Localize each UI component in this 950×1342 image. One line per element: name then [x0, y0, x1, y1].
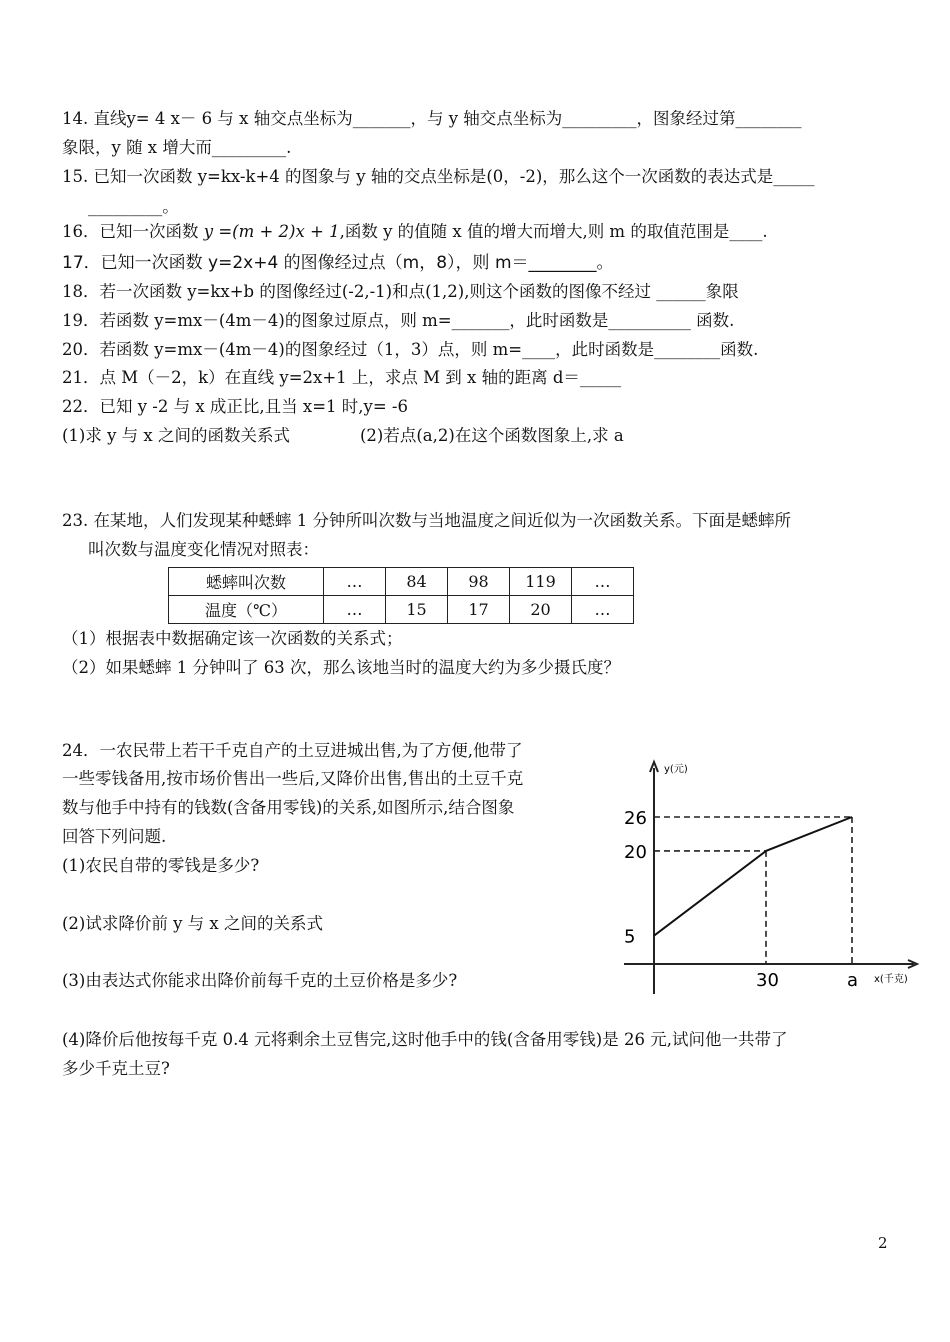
- page-number: 2: [878, 1234, 888, 1252]
- q23-part2: （2）如果蟋蟀 1 分钟叫了 63 次，那么该地当时的温度大约为多少摄氏度？: [62, 658, 620, 677]
- q24-line3: 数与他手中持有的钱数(含备用零钱)的关系,如图所示,结合图象: [62, 798, 515, 817]
- y-axis-label: y(元): [664, 764, 688, 775]
- table-cell: 17: [448, 596, 510, 624]
- q16-pre: 16．已知一次函数: [62, 222, 204, 241]
- q22: 22．已知 y -2 与 x 成正比,且当 x=1 时,y= -6: [62, 397, 408, 416]
- q23-line2: 叫次数与温度变化情况对照表：: [88, 540, 319, 559]
- y-tick-label: 5: [624, 926, 636, 948]
- q16-formula: y =(m + 2)x + 1: [203, 222, 340, 241]
- table-cell: 15: [386, 596, 448, 624]
- q24-part1: (1)农民自带的零钱是多少?: [62, 856, 260, 875]
- q24-part4-line1: (4)降价后他按每千克 0.4 元将剩余土豆售完,这时他手中的钱(含备用零钱)是 26 元,试问他一共带了: [62, 1030, 788, 1049]
- series-line: [654, 817, 852, 936]
- q23-part1: （1）根据表中数据确定该一次函数的关系式；: [62, 629, 403, 648]
- table-cell: 119: [510, 568, 572, 596]
- x-tick-label: a: [847, 970, 859, 991]
- q24-line4: 回答下列问题.: [62, 827, 167, 846]
- table-cell: 蟋蟀叫次数: [169, 568, 324, 596]
- table-row: [169, 568, 634, 596]
- q15-line1: 15. 已知一次函数 y=kx-k+4 的图象与 y 轴的交点坐标是(0，-2)，那么这个一次函数的表达式是_____: [62, 167, 815, 186]
- q24-part4-line2: 多少千克土豆?: [62, 1059, 170, 1078]
- q14-line2: 象限，y 随 x 增大而_________.: [62, 138, 292, 157]
- q22-part2: (2)若点(a,2)在这个函数图象上,求 a: [360, 426, 624, 445]
- table-cell: …: [572, 596, 634, 624]
- cricket-temperature-table: [168, 567, 634, 624]
- q14-line1: 14. 直线y= 4 x－ 6 与 x 轴交点坐标为_______，与 y 轴交点坐标为_________，图象经过第________: [62, 109, 802, 128]
- q17: 17．已知一次函数 y=2x+4 的图像经过点（m，8），则 m＝________。: [62, 253, 614, 273]
- table-cell: 温度（℃）: [169, 596, 324, 624]
- y-tick-label: 20: [624, 841, 647, 863]
- q24-line1: 24．一农民带上若干千克自产的土豆进城出售,为了方便,他带了: [62, 741, 523, 760]
- q20: 20．若函数 y=mx－(4m－4)的图象经过（1，3）点，则 m=____，此时函数是________函数.: [62, 340, 759, 359]
- q18: 18．若一次函数 y=kx+b 的图像经过(-2,-1)和点(1,2),则这个函数的图像不经过 ______象限: [62, 282, 739, 301]
- x-tick-label: 30: [756, 970, 779, 991]
- q22-part1: (1)求 y 与 x 之间的函数关系式: [62, 426, 290, 445]
- q19: 19．若函数 y=mx－(4m－4)的图象过原点，则 m=_______，此时函数是__________ 函数.: [62, 311, 735, 330]
- table-cell: 20: [510, 596, 572, 624]
- q16-post: ,函数 y 的值随 x 值的增大而增大,则 m 的取值范围是____.: [339, 222, 768, 241]
- table-cell: …: [324, 596, 386, 624]
- money-vs-potatoes-graph: [618, 758, 923, 998]
- table-cell: …: [324, 568, 386, 596]
- q24-line2: 一些零钱备用,按市场价售出一些后,又降价出售,售出的土豆千克: [62, 769, 524, 788]
- table-cell: 98: [448, 568, 510, 596]
- x-axis-label: x(千克): [874, 974, 908, 985]
- q15-line2: _________。: [88, 197, 179, 216]
- y-tick-label: 26: [624, 808, 647, 829]
- q24-part2: (2)试求降价前 y 与 x 之间的关系式: [62, 914, 323, 933]
- q16: [62, 221, 768, 243]
- q24-part3: (3)由表达式你能求出降价前每千克的土豆价格是多少?: [62, 971, 458, 990]
- table-row: [169, 596, 634, 624]
- q23-line1: 23. 在某地，人们发现某种蟋蟀 1 分钟所叫次数与当地温度之间近似为一次函数关系。下面是蟋蟀所: [62, 511, 791, 530]
- q21: 21．点 M（－2，k）在直线 y=2x+1 上，求点 M 到 x 轴的距离 d＝_____: [62, 368, 622, 387]
- table-cell: …: [572, 568, 634, 596]
- table-cell: 84: [386, 568, 448, 596]
